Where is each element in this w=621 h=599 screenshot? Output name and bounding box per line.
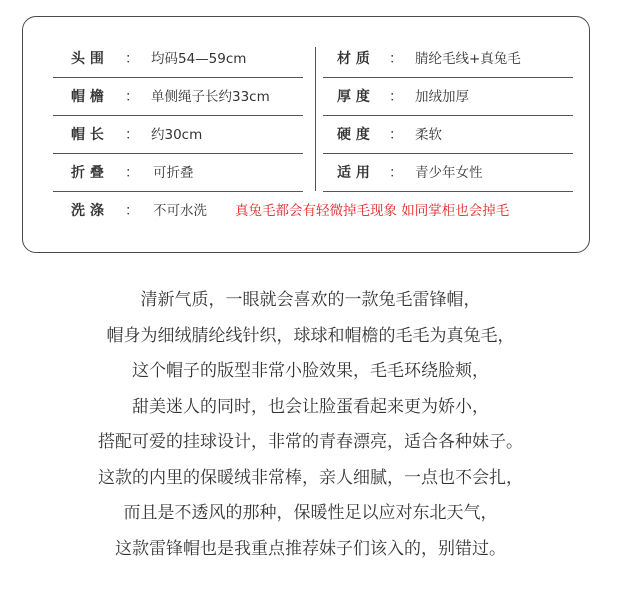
description-line: 而且是不透风的那种，保暖性足以应对东北天气， bbox=[123, 503, 498, 523]
product-description bbox=[0, 283, 621, 567]
spec-label-fold: 折 叠 bbox=[71, 165, 104, 181]
spec-value-length: 约30cm bbox=[151, 127, 203, 143]
spec-row bbox=[23, 154, 589, 192]
spec-row bbox=[23, 40, 589, 78]
description-line: 这款的内里的保暖绒非常棒，亲人细腻，一点也不会扎， bbox=[98, 467, 523, 488]
spec-value-fold: 可折叠 bbox=[153, 165, 194, 181]
spec-value-hardness: 柔软 bbox=[415, 127, 442, 143]
spec-value-suitable: 青少年女性 bbox=[415, 165, 483, 181]
spec-colon: ： bbox=[125, 51, 139, 67]
wash-warning-note: 真兔毛都会有轻微掉毛现象 如同掌柜也会掉毛 bbox=[235, 203, 510, 219]
description-line: 这个帽子的版型非常小脸效果，毛毛环绕脸颊， bbox=[132, 361, 489, 381]
spec-row bbox=[23, 192, 589, 230]
spec-colon: ： bbox=[389, 89, 403, 105]
spec-label-thickness: 厚 度 bbox=[337, 89, 370, 105]
spec-label-hardness: 硬 度 bbox=[337, 127, 370, 143]
spec-colon: ： bbox=[389, 51, 403, 67]
spec-value-brim: 单侧绳子长约33cm bbox=[151, 89, 270, 105]
spec-label-length: 帽 长 bbox=[71, 127, 104, 143]
description-line: 清新气质，一眼就会喜欢的一款兔毛雷锋帽， bbox=[140, 290, 481, 310]
spec-value-material: 腈纶毛线+真兔毛 bbox=[415, 51, 521, 67]
spec-label-material: 材 质 bbox=[337, 51, 370, 67]
description-line: 帽身为细绒腈纶线针织，球球和帽檐的毛毛为真兔毛， bbox=[106, 325, 515, 346]
spec-colon: ： bbox=[125, 203, 139, 219]
spec-value-head-size: 均码54—59cm bbox=[151, 51, 247, 67]
description-line: 搭配可爱的挂球设计，非常的青春漂亮，适合各种妹子。 bbox=[98, 432, 523, 452]
spec-colon: ： bbox=[389, 165, 403, 181]
spec-label-suitable: 适 用 bbox=[337, 165, 370, 181]
spec-colon: ： bbox=[125, 89, 139, 105]
spec-row bbox=[23, 116, 589, 154]
description-line: 甜美迷人的同时，也会让脸蛋看起来更为娇小， bbox=[132, 396, 489, 417]
description-line: 这款雷锋帽也是我重点推荐妹子们该入的，别错过。 bbox=[115, 538, 506, 559]
spec-colon: ： bbox=[125, 127, 139, 143]
spec-colon: ： bbox=[125, 165, 139, 181]
spec-value-wash: 不可水洗 bbox=[153, 203, 207, 219]
spec-colon: ： bbox=[389, 127, 403, 143]
spec-row bbox=[23, 78, 589, 116]
spec-label-brim: 帽 檐 bbox=[71, 89, 104, 105]
spec-label-wash: 洗 涤 bbox=[71, 203, 104, 219]
spec-label-head-size: 头 围 bbox=[71, 51, 104, 67]
spec-value-thickness: 加绒加厚 bbox=[415, 89, 469, 105]
spec-table-card bbox=[22, 16, 590, 253]
